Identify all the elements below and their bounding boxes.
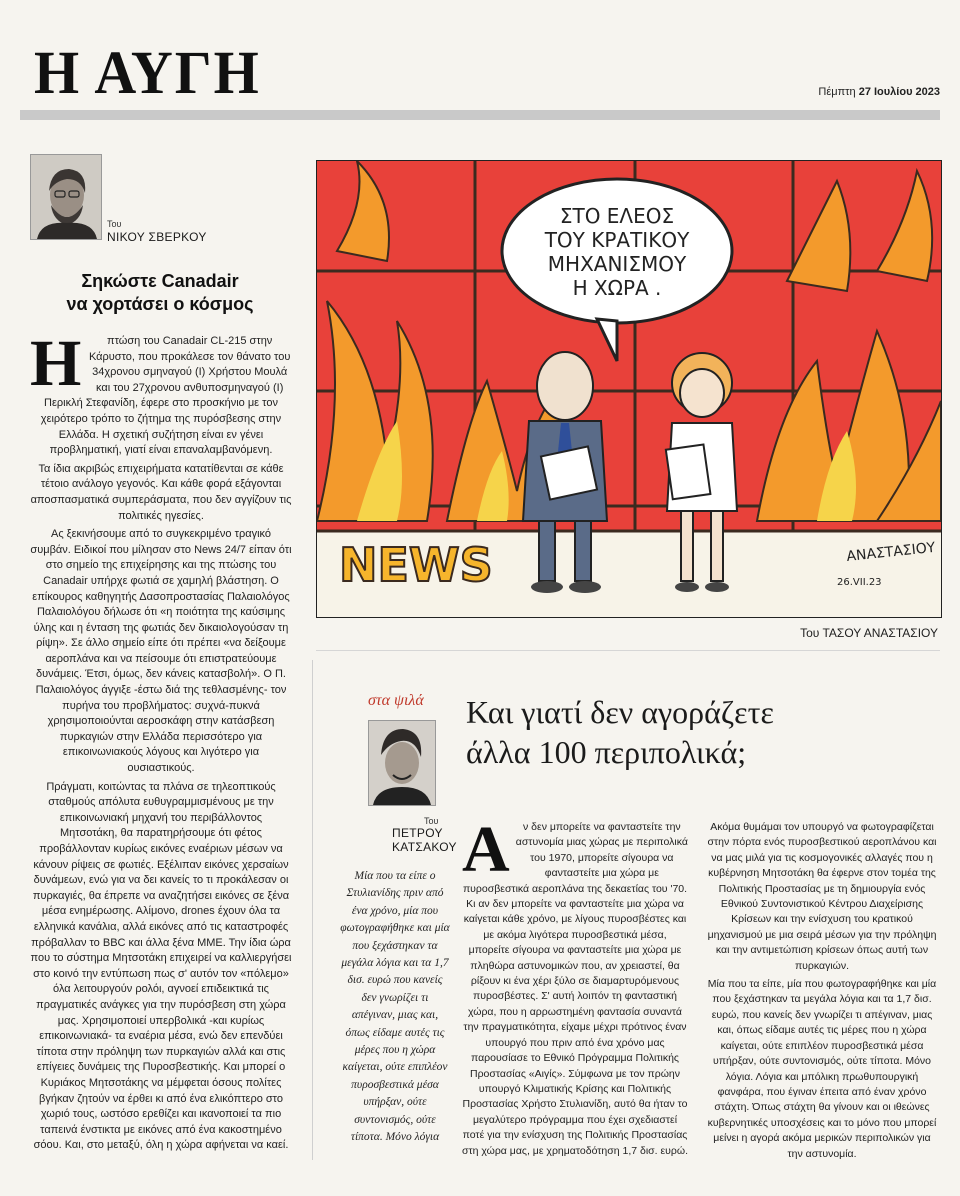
news-logo: NEWS <box>339 538 493 592</box>
article-2-headline <box>466 692 936 772</box>
article-2-paragraph-2: Ακόμα θυμάμαι τον υπουργό να φωτογραφίζεται στην πόρτα ενός πυροσβεστικού αεροπλάνου και να μας μιλά για τις κοσμογονικές αλλαγές που η κυβέρνηση Μητσοτάκη θα έφερνε στον τομέα της Πολιτικής Προστασίας με τη δημιουργία ενός Εθνικού Συντονιστικού Κέντρου Διαχείρισης Κρίσεων και την ενίσχυση του κρατικού μηχανισμού με μια σειρά μέσων για την πρόληψη και την αντιμετώπιση κρίσεων όπως αυτή των πυρκαγιών. <box>707 821 937 972</box>
paragraph-text: ν δεν μπορείτε να φανταστείτε την αστυνομία μιας χώρας με περιπολικά του 1970, μπορείτε σίγουρα να φανταστείτε μια χώρα με πυροσβεστικά αεροπλάνα της δεκαετίας του '70. Κι αν δεν μπορείτε να φανταστείτε μια χώρα να καίγεται κάθε χρόνο, με λίγους πυροσβέστες και με ακόμα λιγότερα πυροσβεστικά μέσα, μπορείτε σίγουρα να φανταστείτε μια χώρα με πληθώρα αστυνομικών που, αν χρειαστεί, θα ρίξουν κι ένα χέρι ξύλο σε διαμαρτυρόμενους πυροσβέστες. Σ' αυτή λοιπόν τη φανταστική χώρα, που η αρρωστημένη φαντασία συναντά την πραγματικότητα, είχαμε μέχρι πρότινος έναν υπουργό που πριν από ένα χρόνο μας παρουσίασε το Εθνικό Πρόγραμμα Πολιτικής Προστασίας «Αιγίς». Σύμφωνα με τον πρώην υπουργό Κλιματικής Κρίσης και Πολιτικής Προστασίας Χρήστο Στυλιανίδη, αυτό θα ήταν το μεγαλύτερο πρόγραμμα που έχει σχεδιαστεί ποτέ για την ενίσχυση της Πολιτικής Προστασίας στη χώρα μας, με χρηματοδότηση 1,7 δισ. ευρώ. <box>462 821 688 1157</box>
cartoon-credit <box>800 626 938 640</box>
author-name: ΝΙΚΟΥ ΣΒΕΡΚΟΥ <box>107 230 207 244</box>
headline-line-1: Και γιατί δεν αγοράζετε <box>466 694 774 730</box>
body-paragraph-2: Τα ίδια ακριβώς επιχειρήματα κατατίθενται σε κάθε τέτοιο ανάλογο γεγονός. Και κάθε φορά εξάγονται αποσπασματικά συμπεράσματα, που δεν αγγίζουν τις πολιτικές ηγεσίες. <box>30 462 292 522</box>
date-full: 27 Ιουλίου 2023 <box>858 86 940 98</box>
speech-line-4: Η ΧΩΡΑ . <box>572 276 662 300</box>
masthead-logo: Η ΑΥΓΗ <box>34 38 261 107</box>
header-rule <box>20 110 940 120</box>
issue-date <box>818 86 940 98</box>
title-line-1: Σηκώστε Canadair <box>81 271 239 291</box>
author-prefix: Του <box>107 219 122 229</box>
speech-line-3: ΜΗΧΑΝΙΣΜΟΥ <box>547 252 687 276</box>
section-divider <box>316 650 940 651</box>
date-weekday: Πέμπτη <box>818 86 856 98</box>
article-2-paragraph-1 <box>462 813 688 1159</box>
pull-quote: Μία που τα είπε ο Στυλιανίδης πριν από ένα χρόνο, μία που φωτογραφήθηκε και μία που ξεχάστηκαν τα μεγάλα λόγια και τα 1,7 δισ. ευρώ που κανείς δεν γνωρίζει τι απέγιναν, μιας και, όπως είδαμε αυτές τις μέρες που η χώρα καίγεται, ούτε επιπλέον πυροσβεστικά μέσα υπήρξαν, ούτε συντονισμός, ούτε τίποτα. Μόνο λόγια <box>340 870 450 1144</box>
artist-date: 26.VII.23 <box>837 577 882 588</box>
headline-line-2: άλλα 100 περιπολικά; <box>466 734 747 770</box>
paragraph-text: πτώση του Canadair CL-215 στην Κάρυστο, που προκάλεσε τον θάνατο του 34χρονου σμηναγού (Ι) Χρήστου Μουλά και του 27χρονου ανθυποσμηναγού (Ι) Περικλή Στεφανίδη, έφερε στο προσκήνιο με τον χειρότερο τρόπο το ζήτημα της πυρόσβεσης στην Ελλάδα. Η σχετική συζήτηση είναι εν γένει προβληματική, γιατί είναι επαναλαμβανόμενη. <box>40 335 291 457</box>
title-line-2: να χορτάσει ο κόσμος <box>66 294 254 314</box>
author-2-name <box>392 826 457 854</box>
article-title <box>30 270 290 316</box>
column-rubric: στα ψιλά <box>368 692 424 709</box>
credit-prefix: Του <box>800 626 820 640</box>
column-divider <box>312 660 313 1160</box>
author-2-line-1: ΠΕΤΡΟΥ <box>392 826 443 840</box>
speech-line-2: ΤΟΥ ΚΡΑΤΙΚΟΥ <box>544 228 690 252</box>
dropcap: Η <box>30 327 82 400</box>
portrait-icon <box>369 721 435 805</box>
author-photo-katsakos <box>368 720 436 806</box>
article-2-paragraph-3: Μία που τα είπε, μία που φωτογραφήθηκε και μία που ξεχάστηκαν τα μεγάλα λόγια και τα 1,7 δισ. ευρώ, που κανείς δεν γνωρίζει τι απέγιναν, μιας και, όπως είδαμε αυτές τις μέρες που η χώρα καίγεται, ούτε επιπλέον πυροσβεστικά μέσα υπήρξαν, ούτε συντονισμός, ούτε τίποτα. Μόνο λόγια. Λόγια και μπόλικη πρωθυπουργική φανφάρα, που έγιναν έπειτα από έναν χρόνο στάχτη. Όπως στάχτη θα γίνουν και οι ιθεώνες κυβερνητικές υποσχέσεις και το μόνο που μπορεί μείνει η αγορά ακόμα μερικών περιπολικών για την αστυνομία. <box>707 978 937 1160</box>
credit-author: ΤΑΣΟΥ ΑΝΑΣΤΑΣΙΟΥ <box>822 626 938 640</box>
body-paragraph-4: Πράγματι, κοιτώντας τα πλάνα σε τηλεοπτικούς σταθμούς απόλυτα ευθυγραμμισμένους με την επικοινωνιακή μηχανή του περιβάλλοντος Μητσοτάκη, θα παρατηρήσουμε ότι φέτος προβάλλονταν κυρίως εικόνες εναέριων μέσων να κάνουν ρίψεις σε φωτιές. Εξέλιπαν εικόνες χερσαίων δυνάμεων, ενώ για να δει κανείς το τι προκάλεσαν οι πυρκαγιές, θα έπρεπε να αναζητήσει εικόνες σε ξένα μέσα ενημέρωσης. Αλίμονο, drones έχουν όλα τα ελληνικά κανάλια, αλλά εικόνες από τις καταστροφές πρόβαλλαν το BBC και άλλα ξένα ΜΜΕ. Την ίδια ώρα που το σύστημα Μητσοτάκη επιχειρεί να καλλιεργήσει στο κοινό την εντύπωση πως σ' αυτόν τον «πόλεμο» όλα λειτουργούν ρολόι, αγνοεί επιδεικτικά τις πραγματικές ανάγκες για την πυρόσβεση στη χώρα μας. Χρησιμοποιεί υπερβολικά -και κυρίως επικοινωνιακά- τα εναέρια μέσα, ενώ δεν επενδύει τίποτα στην πρόληψη των πυρκαγιών αλλά και στις επίγειες δυνάμεις της Πυροσβεστικής. Και μπορεί ο Κυριάκος Μητσοτάκης να μέμφεται όσους πολίτες βγήκαν ζητούν να έρθει κι από ένα ελικόπτερο στο χωριό τους, ωστόσο ερεθίζει και ικανοποιεί τα πιο ταπεινά ένστικτα με εικόνες από ένα κακοστημένο σόου. Και, στο μεταξύ, όλη η χώρα αφήνεται να καεί. <box>30 780 292 1152</box>
artist-signature: ΑΝΑΣΤΑΣΙΟΥ <box>845 539 937 565</box>
body-paragraph-3: Ας ξεκινήσουμε από το συγκεκριμένο τραγικό συμβάν. Ειδικοί που μίλησαν στο News 24/7 είπαν ότι στο σημείο της επιχείρησης και της πτώσης του Canadair υπήρχε φωτιά σε χαμηλή βλάστηση. Ο επίκουρος καθηγητής Δασοπροστασίας Παλαιολόγος Παλαιολόγου δήλωσε ότι «η ποιότητα της καύσιμης ύλης και η ένταση της φωτιάς δεν δικαιολογούσαν τη ρίψη». Σε άλλο σημείο είπε ότι πρέπει «να δείξουμε αεροπλάνα και να πείσουμε ότι επιστρατεύουμε δυνάμεις. Έτσι, όμως, δεν κάνεις κατασβολή». Ο Π. Παλαιολόγος άγγιξε -έστω διά της τεθλασμένης- τον πυρήνα του προβλήματος: συχνά-πυκνά χρησιμοποιούνται αεροσκάφη στην κατάσβεση πυρκαγιών στην Ελλάδα περισσότερο για επικοινωνιακούς λόγους και λιγότερο για ουσιαστικούς. <box>30 528 292 775</box>
author-photo-sverkos <box>30 154 102 240</box>
author-2-line-2: ΚΑΤΣΑΚΟΥ <box>392 840 457 854</box>
editorial-cartoon <box>316 160 942 618</box>
body-paragraph-1 <box>30 327 292 459</box>
author-2-prefix: Του <box>424 816 439 826</box>
portrait-icon <box>31 155 101 239</box>
article-2-column-1 <box>462 813 688 1162</box>
cartoon-illustration <box>317 161 941 617</box>
speech-line-1: ΣΤΟ ΕΛΕΟΣ <box>559 204 675 228</box>
article-body <box>30 327 292 1157</box>
article-2-column-2 <box>706 820 938 1165</box>
dropcap-2: Α <box>462 813 510 886</box>
